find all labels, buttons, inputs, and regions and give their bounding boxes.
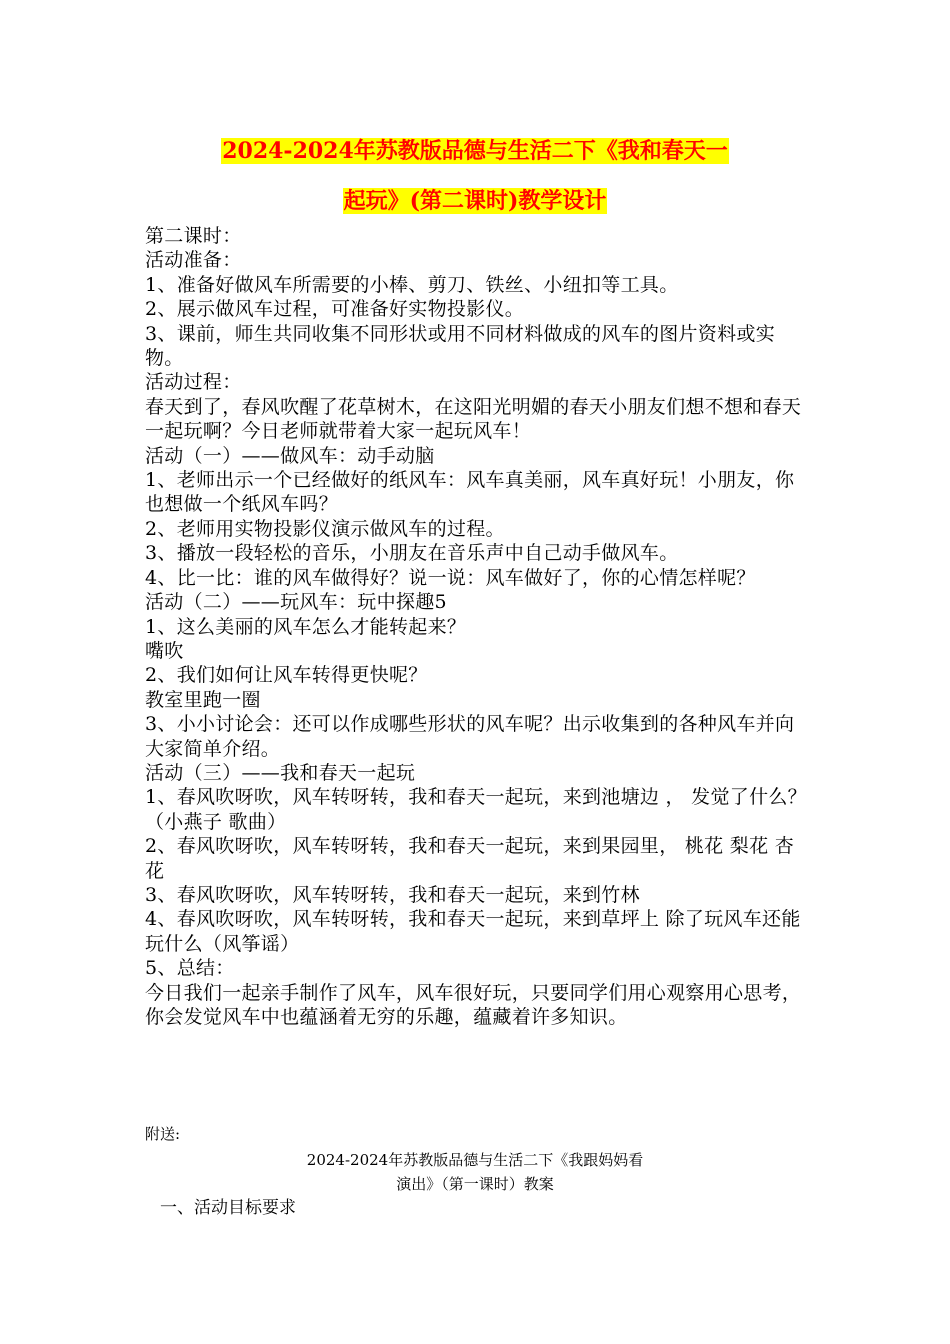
title-text-2: 起玩》(第二课时)教学设计	[343, 188, 607, 214]
paragraph: 2、春风吹呀吹，风车转呀转，我和春天一起玩，来到果园里， 桃花 梨花 杏花	[145, 835, 795, 882]
paragraph: 活动准备：	[145, 249, 242, 272]
paragraph: 1、春风吹呀吹，风车转呀转，我和春天一起玩，来到池塘边 ， 发觉了什么？（小燕子 歌曲）	[145, 786, 807, 833]
paragraph: 3、播放一段轻松的音乐，小朋友在音乐声中自己动手做风车。	[145, 542, 679, 565]
paragraph: 3、春风吹呀吹，风车转呀转，我和春天一起玩，来到竹林	[145, 883, 640, 906]
document-title-line-1	[0, 135, 950, 167]
paragraph: 今日我们一起亲手制作了风车，风车很好玩，只要同学们用心观察用心思考，你会发觉风车中也蕴涵着无穷的乐趣，蕴藏着许多知识。	[145, 981, 802, 1028]
paragraph: 2、展示做风车过程，可准备好实物投影仪。	[145, 298, 525, 321]
appendix-label: 附送:	[145, 1125, 181, 1143]
paragraph: 5、总结：	[145, 957, 235, 980]
paragraph: 3、小小讨论会：还可以作成哪些形状的风车呢？出示收集到的各种风车并向大家简单介绍。	[145, 713, 795, 760]
paragraph: 活动（三）——我和春天一起玩	[145, 761, 416, 784]
paragraph: 4、春风吹呀吹，风车转呀转，我和春天一起玩，来到草坪上 除了玩风车还能玩什么（风筝谣）	[145, 908, 801, 955]
paragraph: 1、老师出示一个已经做好的纸风车：风车真美丽，风车真好玩！小朋友，你也想做一个纸风车吗？	[145, 469, 795, 516]
title-text-1: 2024-2024年苏教版品德与生活二下《我和春天一	[222, 138, 728, 164]
paragraph: 活动（二）——玩风车：玩中探趣5	[145, 591, 447, 614]
appendix-section-heading: 一、活动目标要求	[160, 1198, 296, 1218]
appendix-title-line-2: 演出》（第一课时）教案	[396, 1175, 554, 1193]
paragraph: 活动过程：	[145, 371, 242, 394]
paragraph: 第二课时：	[145, 225, 242, 247]
paragraph: 活动（一）——做风车：动手动脑	[145, 444, 435, 467]
appendix-title-line-1: 2024-2024年苏教版品德与生活二下《我跟妈妈看	[306, 1151, 644, 1169]
document-title-line-2	[0, 185, 950, 217]
paragraph: 1、这么美丽的风车怎么才能转起来？	[145, 615, 467, 638]
paragraph: 3、课前，师生共同收集不同形状或用不同材料做成的风车的图片资料或实物。	[145, 322, 775, 370]
paragraph: 2、我们如何让风车转得更快呢？	[145, 664, 428, 687]
paragraph: 嘴吹	[145, 639, 184, 662]
paragraph: 教室里跑一圈	[145, 688, 261, 711]
paragraph: 4、比一比：谁的风车做得好？说一说：风车做好了，你的心情怎样呢？	[145, 566, 756, 589]
paragraph: 1、准备好做风车所需要的小棒、剪刀、铁丝、小纽扣等工具。	[145, 273, 679, 296]
paragraph: 2、老师用实物投影仪演示做风车的过程。	[145, 517, 505, 540]
paragraph: 春天到了，春风吹醒了花草树木，在这阳光明媚的春天小朋友们想不想和春天一起玩啊？今日老师就带着大家一起玩风车！	[145, 395, 802, 443]
lesson-body	[145, 224, 810, 1029]
